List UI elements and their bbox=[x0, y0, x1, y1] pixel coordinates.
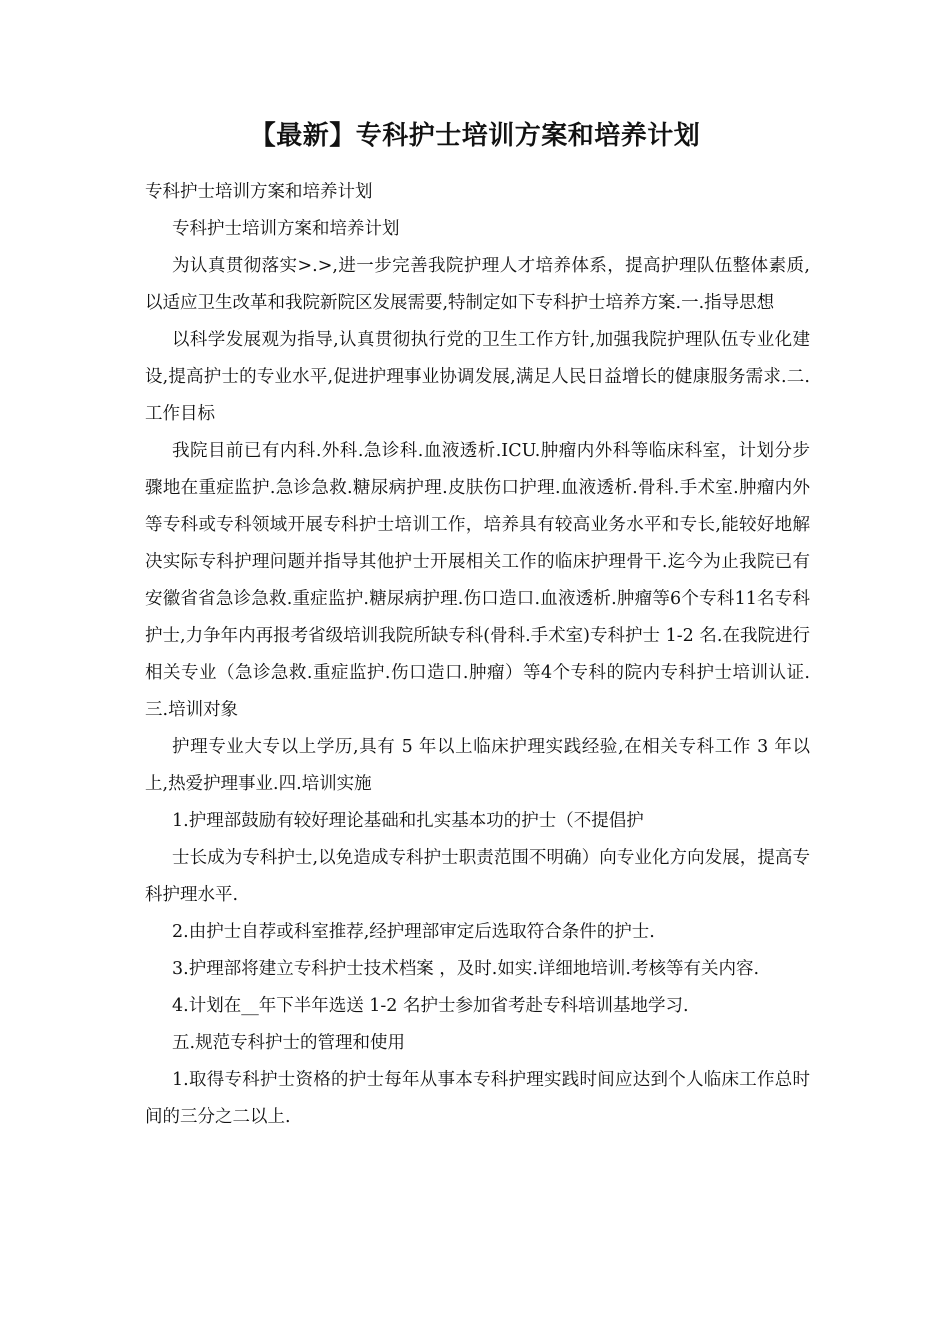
paragraph: 专科护士培训方案和培养计划 bbox=[172, 219, 400, 239]
paragraph: 2.由护士自荐或科室推荐,经护理部审定后选取符合条件的护士. bbox=[172, 922, 655, 942]
paragraph: 1.取得专科护士资格的护士每年从事本专科护理实践时间应达到个人临床工作总时间的三分之二以上. bbox=[145, 1070, 810, 1127]
paragraph: 以科学发展观为指导,认真贯彻执行党的卫生工作方针,加强我院护理队伍专业化建设,提高护士的专业水平,促进护理事业协调发展,满足人民日益增长的健康服务需求.二.工作目标 bbox=[145, 330, 810, 424]
paragraph: 1.护理部鼓励有较好理论基础和扎实基本功的护士（不提倡护 bbox=[172, 811, 644, 831]
paragraph: 专科护士培训方案和培养计划 bbox=[145, 182, 373, 202]
paragraph: 我院目前已有内科.外科.急诊科.血液透析.ICU.肿瘤内外科等临床科室，计划分步骤地在重症监护.急诊急救.糖尿病护理.皮肤伤口护理.血液透析.骨科.手术室.肿瘤内外等专科或专科领域开展专科护士培训工作，培养具有较高业务水平和专长,能较好地解决实际专科护理问题并指导其他护士开展相关工作的临床护理骨干.迄今为止我院已有安徽省省急诊急救.重症监护.糖尿病护理.伤口造口.血液透析.肿瘤等6个专科11名专科护士,力争年内再报考省级培训我院所缺专科(骨科.手术室)专科护士 1-2 名.在我院进行相关专业（急诊急救.重症监护.伤口造口.肿瘤）等4个专科的院内专科护士培训认证.三.培训对象 bbox=[145, 441, 810, 720]
paragraph: 3.护理部将建立专科护士技术档案 ，及时.如实.详细地培训.考核等有关内容. bbox=[172, 959, 760, 979]
document-title: 【最新】专科护士培训方案和培养计划 bbox=[249, 121, 701, 151]
paragraph: 4.计划在__年下半年选送 1-2 名护士参加省考赴专科培训基地学习. bbox=[172, 996, 689, 1016]
paragraph: 士长成为专科护士,以免造成专科护士职责范围不明确）向专业化方向发展，提高专科护理水平. bbox=[145, 848, 810, 905]
paragraph: 为认真贯彻落实>.>,进一步完善我院护理人才培养体系，提高护理队伍整体素质,以适应卫生改革和我院新院区发展需要,特制定如下专科护士培养方案.一.指导思想 bbox=[145, 256, 810, 313]
document-body bbox=[145, 174, 810, 1136]
paragraph: 护理专业大专以上学历,具有 5 年以上临床护理实践经验,在相关专科工作 3 年以上,热爱护理事业.四.培训实施 bbox=[145, 737, 810, 794]
paragraph: 五.规范专科护士的管理和使用 bbox=[172, 1033, 406, 1053]
